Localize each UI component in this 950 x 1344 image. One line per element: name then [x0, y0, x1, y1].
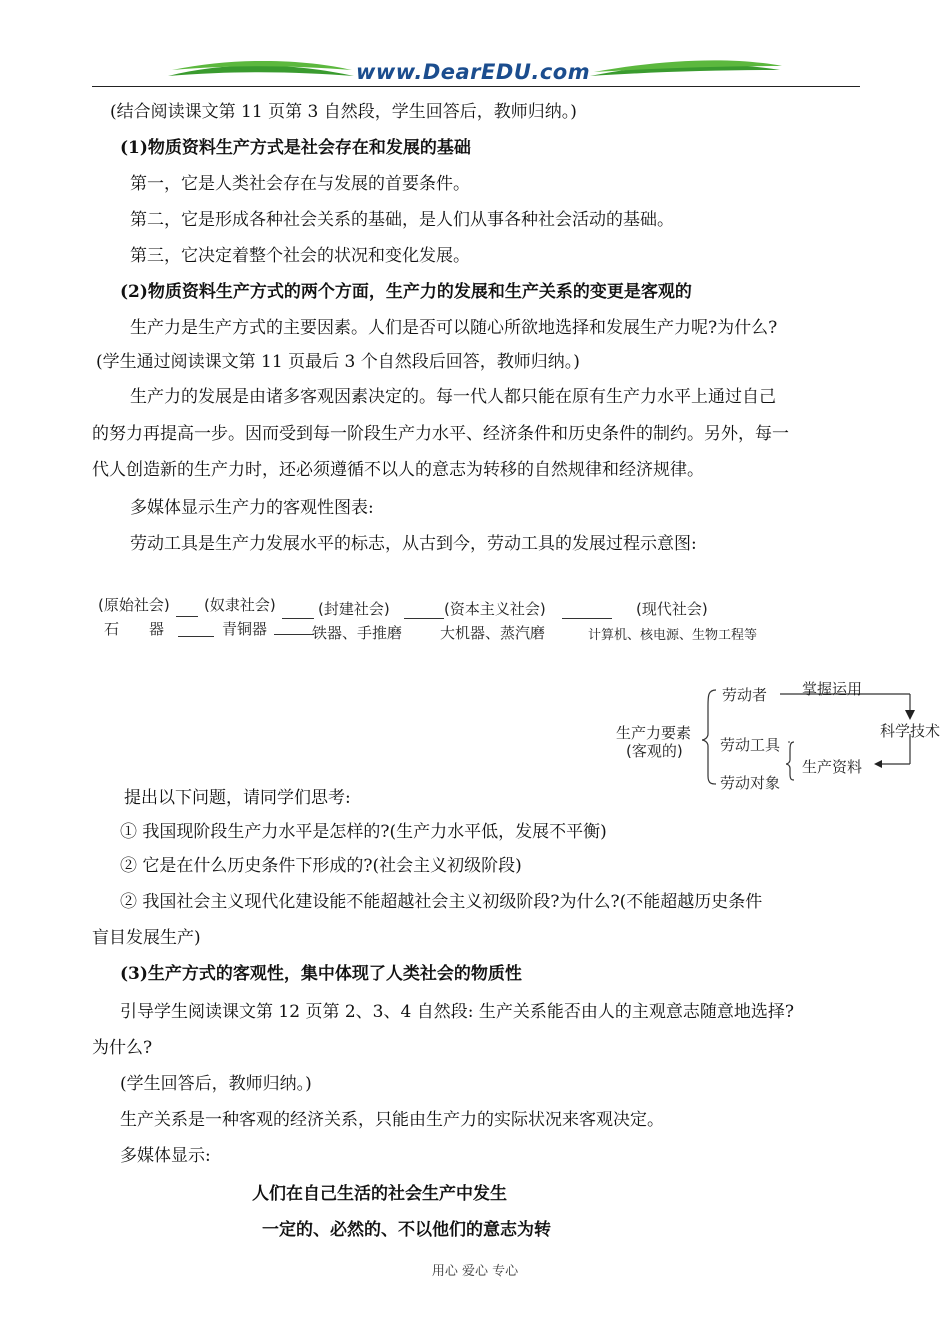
timeline-era: (现代社会)	[636, 600, 708, 618]
paragraph: 多媒体显示:	[120, 1146, 211, 1166]
paragraph: 第三，它决定着整个社会的状况和变化发展。	[130, 246, 470, 266]
timeline-era: (封建社会)	[318, 600, 390, 618]
page-footer: 用心 爱心 专心	[431, 1264, 519, 1279]
paragraph: 为什么?	[92, 1038, 153, 1058]
paragraph: 引导学生阅读课文第 12 页第 2、3、4 自然段: 生产关系能否由人的主观意志随意地选择?	[120, 1002, 794, 1022]
paragraph: 第一，它是人类社会存在与发展的首要条件。	[130, 174, 470, 194]
diagram-root-note: (客观的)	[626, 742, 683, 760]
labor-tools-timeline	[92, 588, 782, 648]
question-item: ① 我国现阶段生产力水平是怎样的?(生产力水平低，发展不平衡)	[120, 822, 607, 842]
paragraph: (学生回答后，教师归纳。)	[120, 1074, 312, 1094]
paragraph: 劳动工具是生产力发展水平的标志，从古到今，劳动工具的发展过程示意图:	[130, 534, 697, 554]
quote-line: 人们在自己生活的社会生产中发生	[252, 1184, 507, 1204]
timeline-era: (原始社会)	[98, 596, 170, 614]
diagram-master: 掌握运用	[802, 680, 863, 698]
header-divider	[92, 86, 860, 87]
paragraph: 提出以下问题，请同学们思考:	[124, 788, 351, 808]
question-item-continued: 盲目发展生产)	[92, 928, 201, 948]
diagram-objects: 劳动对象	[720, 774, 781, 792]
diagram-tools: 劳动工具	[720, 736, 781, 754]
timeline-connector	[282, 618, 314, 619]
timeline-tool: 大机器、蒸汽磨	[440, 624, 546, 642]
paragraph: 多媒体显示生产力的客观性图表:	[130, 498, 374, 518]
timeline-tool: 铁器、手推磨	[312, 624, 403, 642]
paragraph: (学生通过阅读课文第 11 页最后 3 个自然段后回答，教师归纳。)	[96, 352, 580, 372]
timeline-era: (奴隶社会)	[204, 596, 276, 614]
paragraph: 生产关系是一种客观的经济关系，只能由生产力的实际状况来客观决定。	[120, 1110, 664, 1130]
section-heading: (3)生产方式的客观性，集中体现了人类社会的物质性	[120, 964, 522, 984]
question-item: ② 我国社会主义现代化建设能不能超越社会主义初级阶段?为什么?(不能超越历史条件	[120, 892, 763, 912]
diagram-laborer: 劳动者	[722, 686, 768, 704]
site-logo[interactable]: www.DearEDU.com	[356, 60, 591, 84]
diagram-science: 科学技术	[880, 722, 941, 740]
page-header	[0, 0, 950, 92]
paragraph: (结合阅读课文第 11 页第 3 自然段，学生回答后，教师归纳。)	[110, 102, 577, 122]
productive-force-diagram	[612, 676, 950, 796]
diagram-means: 生产资料	[802, 758, 863, 776]
timeline-connector	[178, 636, 214, 637]
paragraph: 生产力的发展是由诸多客观因素决定的。每一代人都只能在原有生产力水平上通过自己	[130, 387, 776, 407]
timeline-tool: 青铜器	[222, 620, 268, 638]
question-item: ② 它是在什么历史条件下形成的?(社会主义初级阶段)	[120, 856, 522, 876]
timeline-era: (资本主义社会)	[444, 600, 546, 618]
timeline-connector	[404, 618, 444, 619]
paragraph: 代人创造新的生产力时，还必须遵循不以人的意志为转移的自然规律和经济规律。	[92, 460, 704, 480]
section-heading: (1)物质资料生产方式是社会存在和发展的基础	[120, 138, 471, 158]
timeline-tool: 计算机、核电源、生物工程等	[588, 628, 758, 643]
paragraph: 生产力是生产方式的主要因素。人们是否可以随心所欲地选择和发展生产力呢?为什么?	[130, 318, 778, 338]
timeline-connector	[562, 618, 612, 619]
quote-line: 一定的、必然的、不以他们的意志为转	[262, 1220, 551, 1240]
section-heading: (2)物质资料生产方式的两个方面，生产力的发展和生产关系的变更是客观的	[120, 282, 692, 302]
paragraph: 的努力再提高一步。因而受到每一阶段生产力水平、经济条件和历史条件的制约。另外，每一	[92, 424, 789, 444]
diagram-root: 生产力要素	[616, 724, 692, 742]
timeline-connector	[274, 634, 314, 635]
timeline-connector	[176, 616, 198, 617]
paragraph: 第二，它是形成各种社会关系的基础，是人们从事各种社会活动的基础。	[130, 210, 674, 230]
timeline-tool: 石 器	[104, 620, 165, 638]
